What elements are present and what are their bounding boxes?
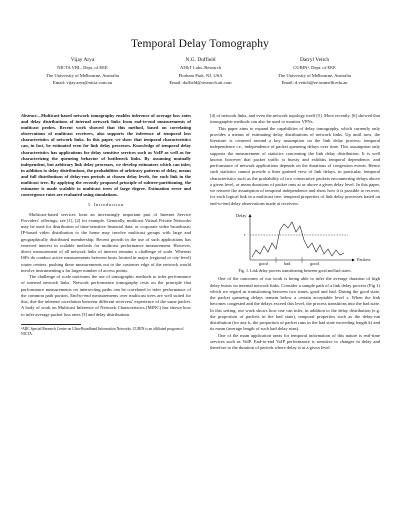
y-axis-arrow [249,214,252,217]
delay-sample-path [252,222,344,257]
body-paragraph: One of the outcomes of our work is being able to infer the average duration of high delay bursts on internal network links. Consider a sample path of a link delay process (Fig 1) which we regard as transitioning between two states, good and bad. During the good state, the packet queueing delays remain below a certain acceptable level τ. When the link becomes congested and the delays exceed this level, the process transitions into the bad state. In this setting, our work shows how one can infer, in addition to the delay distribution (e.g. the proportion of packets in the bad state), temporal properties such as the delay-run distribution (for any k, the proportion of packet runs in the bad state exceeding length k) and its mean (average length of such bad delay runs). [210,276,380,332]
author-name: N.G. Duffield [185,57,216,63]
figure-1 [210,210,380,267]
author-3 [252,57,377,87]
good-state-label: good [310,260,319,266]
abstract-text: —Multicast-based network tomography enables inference of average loss rates and delay distributions of internal network links from end-to-end measurements of multicast probes. Recent work showed that this method, based on correlating observations of multicast receivers, also supports the inference of temporal loss characteristics of network links. In this paper, we show that temporal characteristics can, in fact, be estimated even for link delay processes. Knowledge of temporal delay characteristics has applications for delay sensitive services such as VoIP as well as for characterizing the queueing behavior of bottleneck links. By assuming mutually independent, but arbitrary link delay processes, we develop estimators which can infer, in addition to delay distributions, the probabilities of arbitrary patterns of delay, means and full distributions of delay-run periods at chosen delay levels, for each link in the multicast tree. By applying the recently proposed principle of subtree-partitioning, the estimator is made scalable to multicast trees of large degree. Estimation error and convergence rates are evaluated using simulations. [21,113,191,198]
body-paragraph: Multicast-based services form an increasingly important part of Internet Service Providers' offerings; see [1], [2] for example. Generally, multicast Virtual Private Networks may be used for distribution of time-sensitive financial data, or corporate video broadcasts; IP-based video distribution to the home may involve multicast groups with large and geographically distributed membership. Recent growth in the use of such applications has renewed interest in scalable methods for multicast performance measurement. However, direct measurement of all network links of interest remains a challenge of scale. Whereas ISPs do conduct active measurements between hosts located in major (regional or city-level) router centers, pushing these measurements out to the customer edge of the network would involve instrumenting a far larger number of access points. [21,211,191,273]
author-name: Darryl Veitch [299,57,330,63]
threshold-label: τ [244,231,246,237]
author-institution: The University of Melbourne, Australia [46,72,119,78]
body-paragraph: The challenge of scale motivates the use of tomographic methods to infer performance of internal network links. Network performance tomography rests on the principle that performance measurements on intersecting paths can be correlated to infer performance of the common path portion. End-to-end measurements over multicast trees are well suited for this, due the inherent correlation between different receivers' experience of the same packet. A body of work on Multicast Inference of Network Characteristics (MINC) has shown how to infer average packet loss rates [3] and delay distributions [21,274,191,317]
body-paragraph: This paper aims to expand the capabilities of delay tomography, which currently only provides a means of estimating delay distributions of network links. Up until now, the literature is centered around a key assumption on the link delay process: temporal independence i.e., independence of packet queueing delays over time. This assumption only supports the measurement of statistics concerning the link delay distribution. It is well known however that packet traffic is bursty and exhibits temporal dependence, and performance of network applications depends on the durations of congestion events. Hence such statistics cannot provide a finer grained view of link delays, in particular, temporal characteristics such as the probability of two consecutive packets encountering delays above a given level, or mean durations of packet runs at or above a given delay level. In this paper, we remove the assumption of temporal independence and show how it is possible to recover, for each logical link in a multicast tree, temporal properties of link delay processes based on end-to-end delay observations made at receivers. [210,125,380,206]
author-email: Email: duffield@research.att.com [169,80,232,86]
author-institution: The University of Melbourne, Australia [278,72,351,78]
author-affiliation: AT&T Labs–Research [179,65,222,71]
author-block [20,57,380,103]
author-email: Email: d.veitch@ee.unimelb.edu.au [281,80,348,86]
footnote-rule [21,324,81,325]
abstract [21,113,191,198]
author-name: Vijay Arya [70,57,95,63]
author-email: Email: vijay.arya@nicta.com.au [52,80,113,86]
good-state-label: good [259,260,268,266]
section-heading: I. Introduction [88,202,124,208]
author-institution: Florham Park, NJ, USA [178,72,223,78]
left-column [21,113,191,337]
body-paragraph: [4] of network links, and even the network topology itself [5]. More recently, [6] showed that tomographic methods can also be used to monitor VPNs. [210,113,380,125]
body-paragraph: One of the main application areas for temporal information of this nature is real-time services such as VoIP. End-to-end VoIP performance is sensitive to changes in delay and therefore to the duration of periods where delay is at a given level. [210,332,380,350]
y-axis-label: Delay [236,212,247,218]
right-column [210,113,380,351]
author-affiliation: CUBIN¹, Dept. of EEE [293,65,336,71]
author-affiliation: NICTA VRL, Dept. of EEE [57,65,108,71]
author-1 [20,57,145,87]
x-axis-label: Packets [357,257,371,263]
abstract-lead: Abstract [21,113,37,118]
author-2 [138,57,263,87]
footnote: ¹ARC Special Research Centre on Ultra-Broadband Information Networks. CUBIN is an affiliated program of NICTA. [21,326,184,336]
x-axis-arrow [352,258,355,261]
figure-caption: Fig. 1. Link delay process transitioning between good and bad states. [238,267,352,273]
paper-title: Temporal Delay Tomography [130,38,269,50]
bad-state-label: bad [284,260,291,266]
